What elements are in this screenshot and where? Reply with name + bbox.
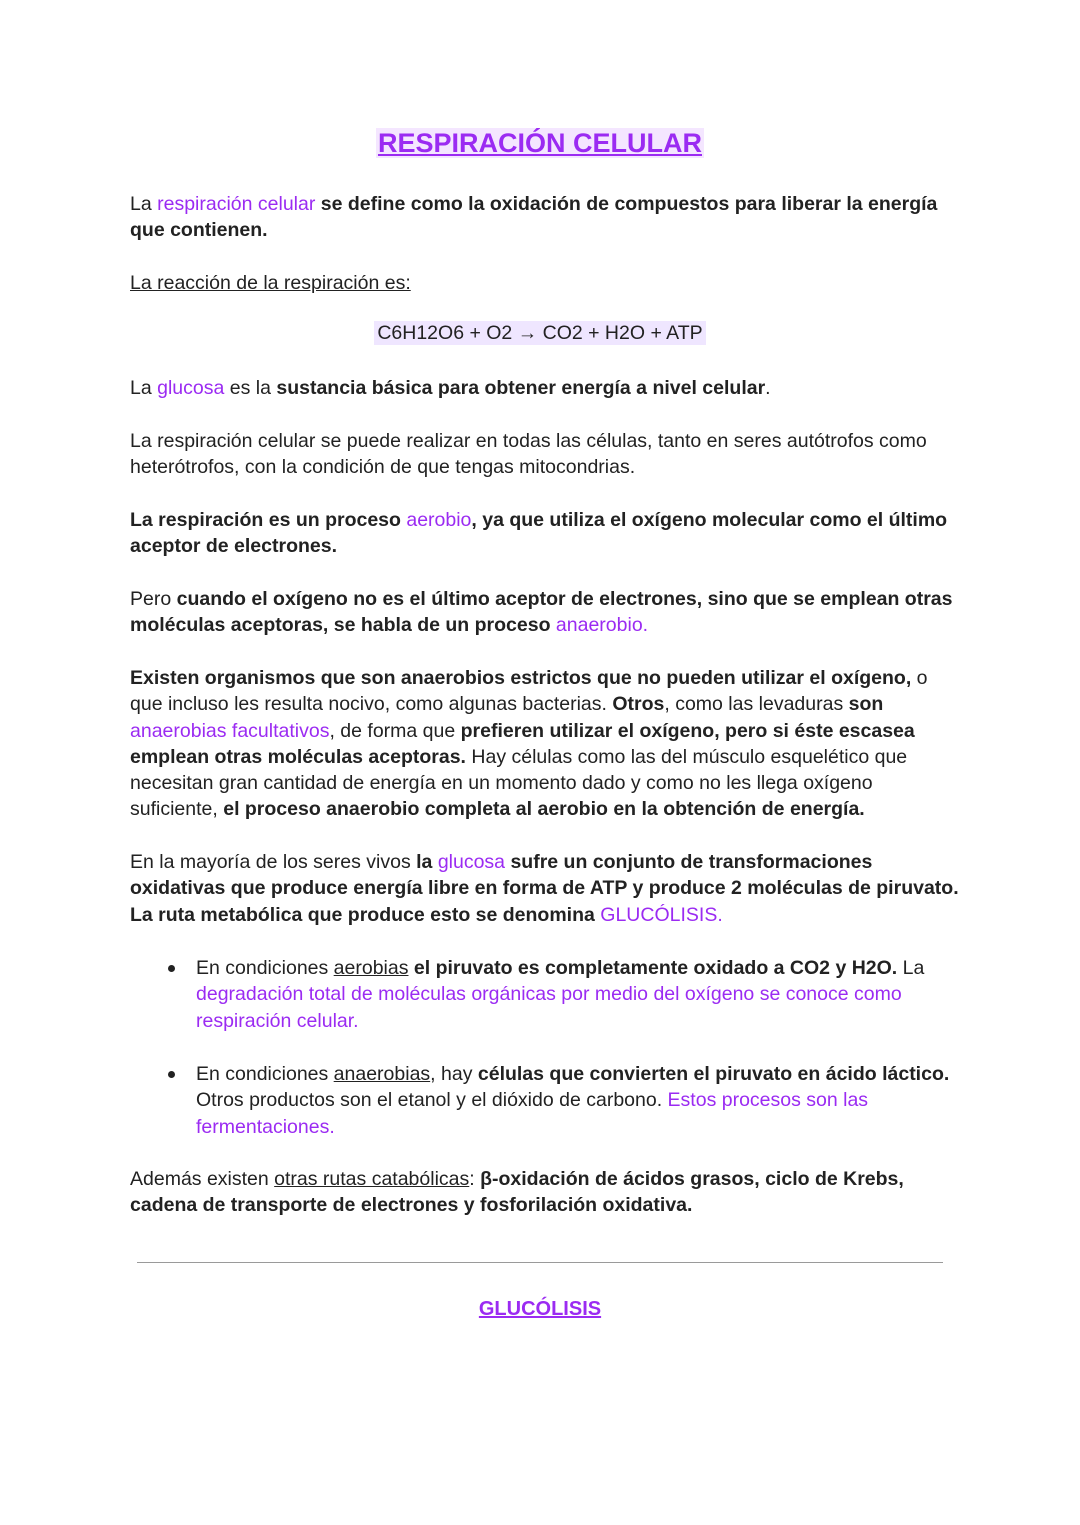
term-aerobio: aerobio <box>406 509 472 531</box>
paragraph-glucosa <box>130 375 960 401</box>
text: En la mayoría de los seres vivos <box>130 851 417 873</box>
text: . <box>765 377 771 399</box>
paragraph-organismos <box>130 665 960 823</box>
text: , hay <box>430 1063 478 1085</box>
text: En condiciones <box>196 957 334 979</box>
bullet-list-1 <box>160 955 960 1034</box>
bold-text: sustancia básica para obtener energía a nivel celular <box>276 377 766 399</box>
bold-text: el piruvato es completamente oxidado a CO2 y H2O. <box>413 957 898 979</box>
text: o que incluso les resulta nocivo, como algunas bacterias. <box>130 667 928 716</box>
term-glucolisis: GLUCÓLISIS <box>600 903 718 926</box>
underlined-text: anaerobias <box>333 1063 431 1085</box>
highlight-text: Estos procesos son las fermentaciones. <box>196 1089 869 1138</box>
text: La <box>130 193 158 215</box>
term-anaerobio: anaerobio <box>555 614 643 637</box>
paragraph-definition <box>130 191 960 244</box>
text: Pero <box>130 588 177 610</box>
text: . <box>642 614 649 637</box>
bold-text: prefieren utilizar el oxígeno, pero si éste escasea emplean otras moléculas aceptoras. <box>130 719 915 768</box>
text: , como las levaduras <box>664 693 849 716</box>
term-glucosa: glucosa <box>157 377 225 399</box>
subtitle-block <box>0 1298 1080 1321</box>
reaction-label-paragraph <box>130 270 960 296</box>
text: . <box>717 903 723 926</box>
bold-text: Otros <box>612 693 665 716</box>
page-title: RESPIRACIÓN CELULAR <box>377 128 702 158</box>
bold-text: Existen organismos que son anaerobios estrictos que no pueden utilizar el oxígeno, <box>130 667 912 689</box>
text: Además existen <box>130 1168 275 1190</box>
bold-text: β-oxidación de ácidos grasos, ciclo de Krebs, cadena de transporte de electrones y fosforilación oxidativa. <box>130 1168 904 1217</box>
text: : <box>469 1168 481 1190</box>
title-block <box>0 128 1080 159</box>
bold-text: se define como la oxidación de compuestos para liberar la energía que contienen. <box>130 193 938 242</box>
list-item <box>160 1061 960 1140</box>
bold-text: el proceso anaerobio completa al aerobio en la obtención de energía. <box>223 798 865 821</box>
bold-text: cuando el oxígeno no es el último aceptor de electrones, sino que se emplean otras moléculas aceptoras, se habla de un proceso <box>130 588 953 637</box>
term-anaerobias-facultativos: anaerobias facultativos <box>130 719 330 742</box>
paragraph-glucolisis-intro <box>130 849 960 928</box>
bold-text: son <box>848 693 884 716</box>
bold-text: , ya que utiliza el oxígeno molecular como el último aceptor de electrones. <box>130 509 948 558</box>
text: La <box>130 377 158 399</box>
text: Hay células como las del músculo esquelético que necesitan gran cantidad de energía en un momento dado y como no les llega oxígeno suficiente, <box>130 745 908 821</box>
bold-text: la <box>416 851 433 873</box>
bold-text: La respiración es un proceso <box>130 509 407 531</box>
text: En condiciones <box>196 1063 334 1085</box>
list-item <box>160 955 960 1034</box>
paragraph-rutas-catabolicas <box>130 1166 960 1219</box>
bullet-dot-icon <box>168 1071 175 1078</box>
bullet-dot-icon <box>168 965 175 972</box>
bullet-list-2 <box>160 1061 960 1140</box>
term-respiracion-celular: respiración celular <box>157 193 316 215</box>
paragraph-anaerobio <box>130 586 960 639</box>
text: Otros productos son el etanol y el dióxido de carbono. <box>196 1089 668 1112</box>
equation-block <box>0 322 1080 345</box>
term-glucosa: glucosa <box>437 851 506 873</box>
bold-text: células que convierten el piruvato en ácido láctico. <box>477 1063 950 1085</box>
text: La <box>897 957 925 979</box>
highlight-text: degradación total de moléculas orgánicas por medio del oxígeno se conoce como respiración celular. <box>196 983 902 1032</box>
equation: C6H12O6 + O2 → CO2 + H2O + ATP <box>374 321 705 345</box>
section-title-glucolisis: GLUCÓLISIS <box>478 1298 602 1320</box>
text: es la <box>224 377 277 399</box>
paragraph-mitocondrias: La respiración celular se puede realizar en todas las células, tanto en seres autótrofos como heterótrofos, con la condición de que tengas mitocondrias. <box>130 430 927 479</box>
horizontal-divider <box>137 1262 943 1263</box>
reaction-label: La reacción de la respiración es: <box>130 272 411 294</box>
underlined-text: otras rutas catabólicas <box>274 1168 470 1190</box>
underlined-text: aerobias <box>333 957 409 979</box>
paragraph-aerobio <box>130 507 960 560</box>
bold-text: sufre un conjunto de transformaciones oxidativas que produce energía libre en forma de ATP y produce 2 moléculas de piruvato. La ruta metabólica que produce esto se denomina <box>130 851 959 926</box>
text: , de forma que <box>329 719 461 742</box>
